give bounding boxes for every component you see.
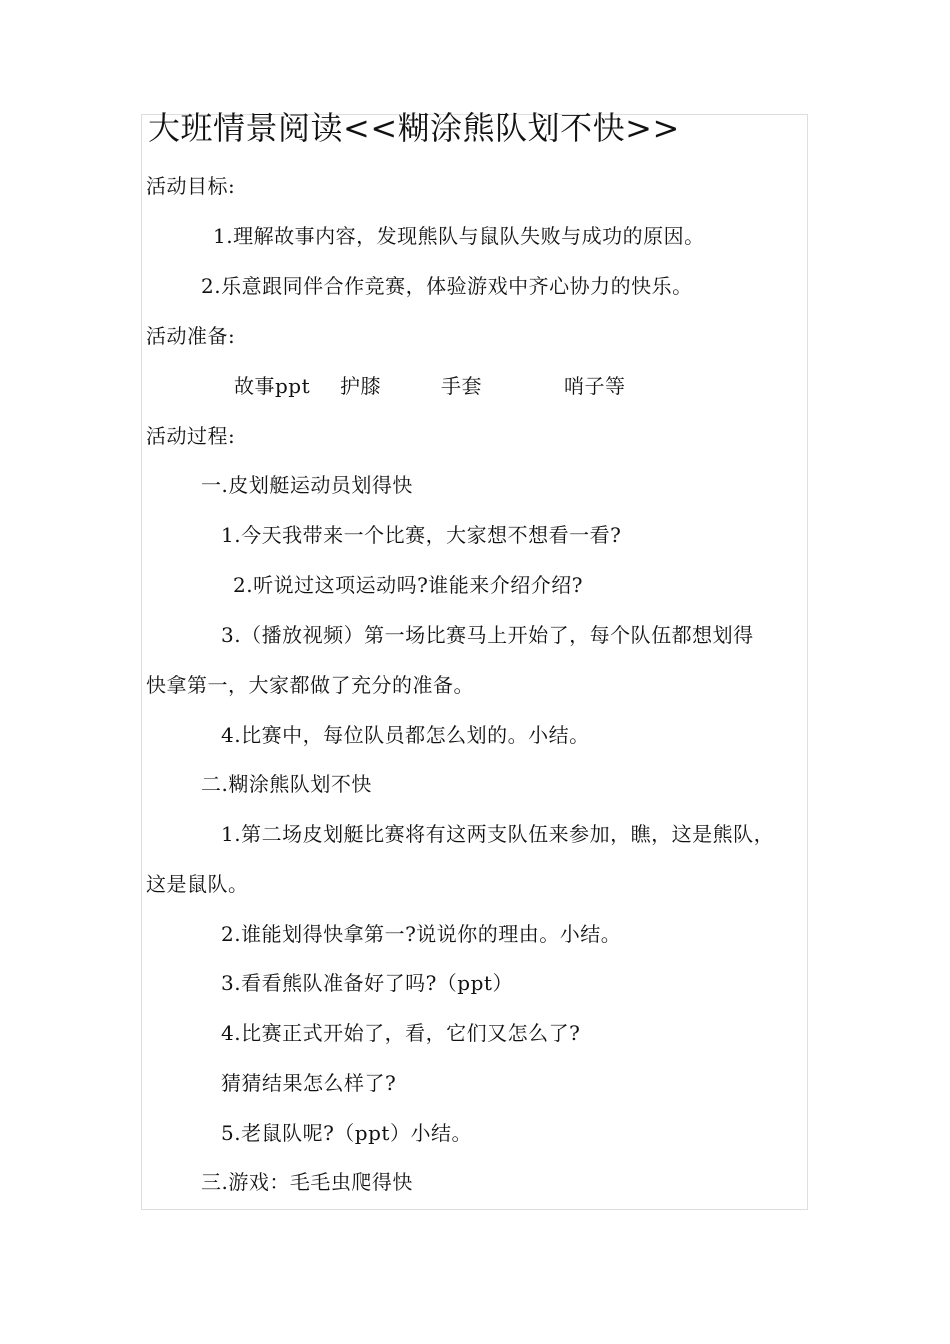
goal-item-1: 1.理解故事内容，发现熊队与鼠队失败与成功的原因。 <box>213 224 705 248</box>
goal-item-2: 2.乐意跟同伴合作竞赛，体验游戏中齐心协力的快乐。 <box>201 274 693 298</box>
process-step: 4.比赛正式开始了，看，它们又怎么了? <box>221 1021 581 1045</box>
process-step: 4.比赛中，每位队员都怎么划的。小结。 <box>221 723 590 747</box>
process-step-continuation: 快拿第一，大家都做了充分的准备。 <box>146 673 474 697</box>
process-step: 1.第二场皮划艇比赛将有这两支队伍来参加，瞧，这是熊队， <box>221 822 775 846</box>
process-step: 3.（播放视频）第一场比赛马上开始了，每个队伍都想划得 <box>221 623 754 647</box>
process-step-continuation: 这是鼠队。 <box>146 872 249 896</box>
process-part-2-heading: 二.糊涂熊队划不快 <box>201 772 372 796</box>
section-heading-goals: 活动目标: <box>146 174 236 198</box>
material-item-kneepads: 护膝 <box>340 374 381 398</box>
process-step: 1.今天我带来一个比赛，大家想不想看一看? <box>221 523 622 547</box>
process-step: 2.谁能划得快拿第一?说说你的理由。小结。 <box>221 922 622 946</box>
process-step: 猜猜结果怎么样了? <box>221 1071 397 1095</box>
process-part-1-heading: 一.皮划艇运动员划得快 <box>201 473 413 497</box>
material-item-whistle: 哨子等 <box>564 374 626 398</box>
process-step: 5.老鼠队呢?（ppt）小结。 <box>221 1121 472 1145</box>
section-heading-preparation: 活动准备: <box>146 324 236 348</box>
process-step: 3.看看熊队准备好了吗?（ppt） <box>221 971 513 995</box>
process-part-3-heading: 三.游戏：毛毛虫爬得快 <box>201 1170 413 1194</box>
section-heading-process: 活动过程: <box>146 424 236 448</box>
process-step: 2.听说过这项运动吗?谁能来介绍介绍? <box>233 573 584 597</box>
material-item-ppt: 故事ppt <box>234 374 311 398</box>
material-item-gloves: 手套 <box>441 374 482 398</box>
document-title: 大班情景阅读<<糊涂熊队划不快>> <box>148 109 680 147</box>
